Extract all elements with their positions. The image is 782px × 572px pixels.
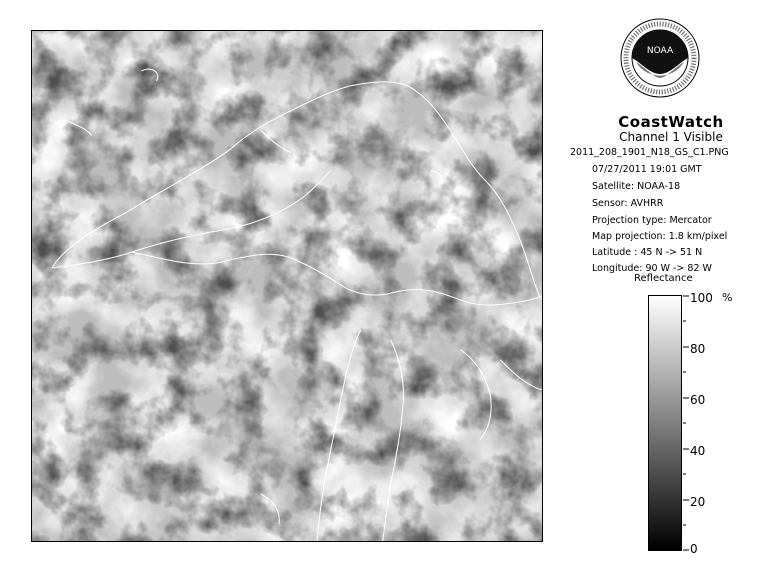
colorbar-title: Reflectance [634,273,693,284]
colorbar-tick-40: 40 [690,444,706,458]
satellite-label: Satellite: NOAA-18 [592,181,681,192]
colorbar-tick-100: 100 [690,291,713,305]
reflectance-colorbar [648,295,682,551]
channel-subtitle: Channel 1 Visible [619,130,723,144]
noaa-logo [620,18,700,98]
satellite-image [31,30,543,542]
datetime-label: 07/27/2011 19:01 GMT [592,164,702,175]
page-title: CoastWatch [618,113,724,131]
colorbar-tick-60: 60 [690,393,706,407]
sensor-label: Sensor: AVHRR [592,198,664,209]
colorbar-unit: % [722,291,733,304]
latitude-label: Latitude : 45 N -> 51 N [592,247,703,258]
logo-text: NOAA [646,46,674,56]
colorbar-ticks [683,295,695,551]
map-projection-label: Map projection: 1.8 km/pixel [592,231,728,242]
colorbar-tick-0: 0 [690,542,698,556]
projection-type-label: Projection type: Mercator [592,215,712,226]
colorbar-tick-80: 80 [690,342,706,356]
longitude-label: Longitude: 90 W -> 82 W [592,263,712,274]
colorbar-tick-20: 20 [690,495,706,509]
filename-label: 2011_208_1901_N18_GS_C1.PNG [570,147,729,158]
